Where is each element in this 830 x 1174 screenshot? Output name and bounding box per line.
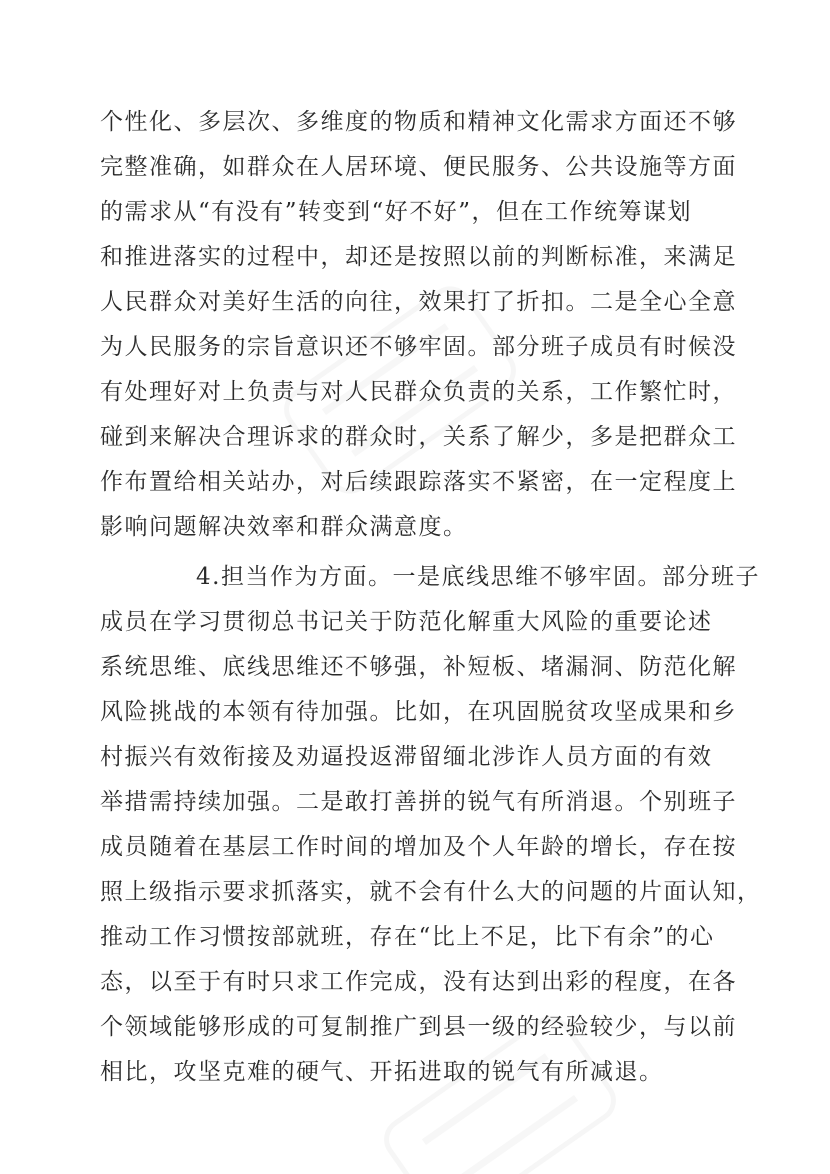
paragraph-1-line: 个性化、多层次、多维度的物质和精神文化需求方面还不够	[100, 109, 737, 135]
paragraph-1-line: 影响问题解决效率和群众满意度。	[100, 514, 468, 540]
paragraph-2-line: 相比，攻坚克难的硬气、开拓进取的锐气有所减退。	[100, 1059, 664, 1085]
paragraph-1-line: 有处理好对上负责与对人民群众负责的关系，工作繁忙时，	[100, 379, 737, 405]
paragraph-1-line: 碰到来解决合理诉求的群众时，关系了解少，多是把群众工	[100, 424, 737, 450]
paragraph-2-line: 4.担当作为方面。一是底线思维不够牢固。部分班子	[196, 564, 760, 590]
paragraph-2-line: 个领域能够形成的可复制推广到县一级的经验较少，与以前	[100, 1014, 737, 1040]
paragraph-1-line: 完整准确，如群众在人居环境、便民服务、公共设施等方面	[100, 154, 737, 180]
paragraph-1-line: 的需求从“有没有”转变到“好不好”，但在工作统筹谋划	[100, 199, 693, 225]
paragraph-1-line: 和推进落实的过程中，却还是按照以前的判断标准，来满足	[100, 244, 737, 270]
paragraph-2-line: 系统思维、底线思维还不够强，补短板、堵漏洞、防范化解	[100, 654, 737, 680]
paragraph-2-line: 成员在学习贯彻总书记关于防范化解重大风险的重要论述	[100, 609, 713, 635]
paragraph-2-line: 推动工作习惯按部就班，存在“比上不足，比下有余”的心	[100, 924, 715, 950]
paragraph-2-line: 成员随着在基层工作时间的增加及个人年龄的增长，存在按	[100, 834, 737, 860]
paragraph-1-line: 为人民服务的宗旨意识还不够牢固。部分班子成员有时候没	[100, 334, 737, 360]
paragraph-1-line: 人民群众对美好生活的向往，效果打了折扣。二是全心全意	[100, 289, 737, 315]
paragraph-2-line: 举措需持续加强。二是敢打善拼的锐气有所消退。个别班子	[100, 789, 737, 815]
paragraph-2-line: 照上级指示要求抓落实，就不会有什么大的问题的片面认知，	[100, 879, 762, 905]
paragraph-2-line: 态，以至于有时只求工作完成，没有达到出彩的程度，在各	[100, 969, 737, 995]
paragraph-1-line: 作布置给相关站办，对后续跟踪落实不紧密，在一定程度上	[100, 469, 737, 495]
paragraph-2-line: 村振兴有效衔接及劝逼投返滞留缅北涉诈人员方面的有效	[100, 744, 713, 770]
paragraph-2-line: 风险挑战的本领有待加强。比如，在巩固脱贫攻坚成果和乡	[100, 699, 737, 725]
